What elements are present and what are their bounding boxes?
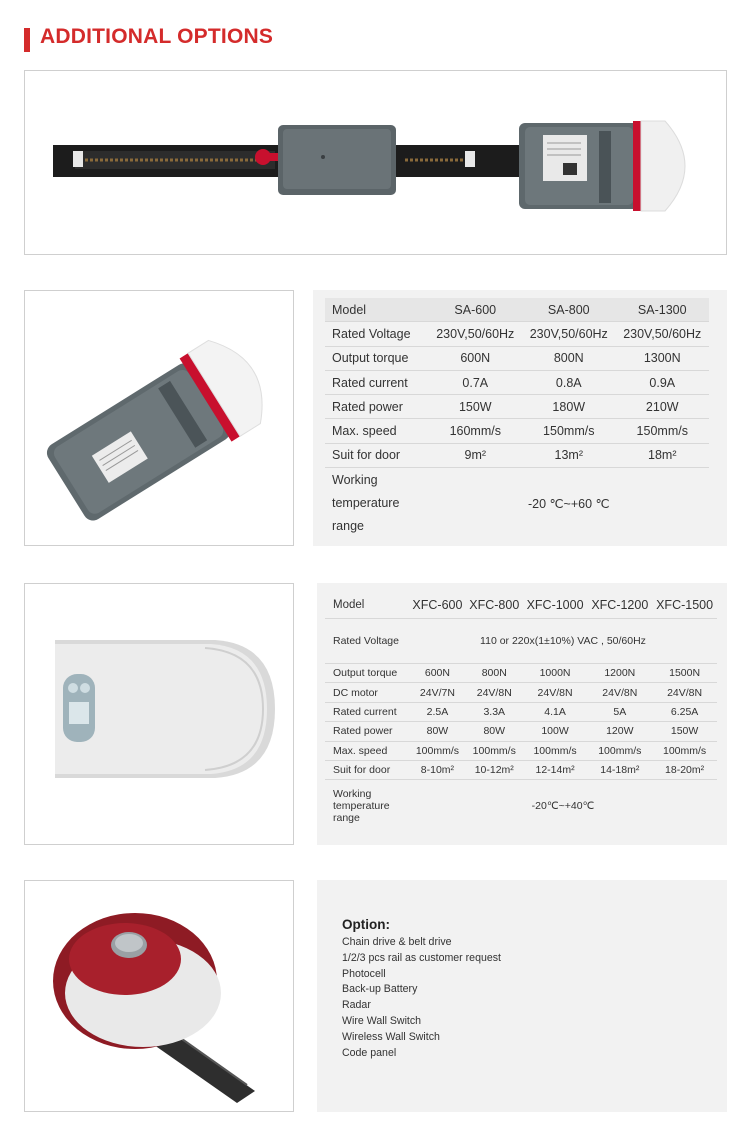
table-cell: 18m² [616,443,710,467]
row-label: Max. speed [325,741,409,760]
table-row [325,419,709,443]
table-cell: 12-14m² [523,760,588,779]
sa-opener-image [25,291,293,545]
row-label [325,468,429,539]
xfc-spec-table [325,592,717,832]
header-cell: SA-1300 [616,298,710,322]
xfc-opener-image-frame [24,583,294,845]
table-cell: 120W [587,722,652,741]
table-row [325,760,717,779]
table-cell: 150mm/s [522,419,615,443]
working-label-line: temperature [333,800,390,813]
row-label: Rated power [325,395,429,419]
row-label: Rated current [325,370,429,394]
table-cell: 230V,50/60Hz [429,322,522,346]
rated-voltage-value: 110 or 220x(1±10%) VAC , 50/60Hz [409,619,717,664]
xfc-opener-image [25,584,293,844]
working-label-line: Working [333,788,372,801]
header-cell: SA-600 [429,298,522,322]
table-cell: 0.8A [522,370,615,394]
page-title: ADDITIONAL OPTIONS [40,25,274,48]
table-row [325,468,709,539]
table-cell: 4.1A [523,702,588,721]
header-cell: XFC-1000 [523,592,588,619]
header-cell: Model [325,592,409,619]
header-cell: XFC-600 [409,592,466,619]
options-title: Option: [342,917,390,932]
table-cell: 24V/8N [587,683,652,702]
table-cell: 2.5A [409,702,466,721]
working-temperature-value: -20℃~+40℃ [531,800,595,813]
table-cell: 13m² [522,443,615,467]
list-item: Wireless Wall Switch [342,1030,440,1043]
working-label-line: Working [332,472,378,487]
table-cell: 600N [409,664,466,683]
row-label: Suit for door [325,760,409,779]
options-list [342,935,501,1061]
table-cell: 800N [522,346,615,370]
table-cell: 150mm/s [616,419,710,443]
list-item: Back-up Battery [342,983,418,996]
working-label-line: range [333,812,360,825]
table-cell: 1200N [587,664,652,683]
table-cell: 10-12m² [466,760,523,779]
table-cell: 210W [616,395,710,419]
table-row [325,741,717,760]
table-row [325,619,717,664]
sa-opener-image-frame [24,290,294,546]
table-cell: 24V/7N [409,683,466,702]
working-temperature-value: -20 ℃~+60 ℃ [527,496,610,511]
table-cell: 160mm/s [429,419,522,443]
table-row [325,346,709,370]
table-cell: 0.9A [616,370,710,394]
header-cell: XFC-1200 [587,592,652,619]
table-cell: 100mm/s [652,741,717,760]
table-header-row [325,298,709,322]
table-cell: 150W [429,395,522,419]
table-cell: 230V,50/60Hz [522,322,615,346]
row-label: Output torque [325,346,429,370]
header-cell: SA-800 [522,298,615,322]
working-label-line: temperature [332,495,400,510]
row-label [325,780,409,833]
header-cell: XFC-1500 [652,592,717,619]
row-label: Suit for door [325,443,429,467]
table-cell: 800N [466,664,523,683]
table-cell: 80W [409,722,466,741]
table-cell: 180W [522,395,615,419]
table-cell: 100mm/s [587,741,652,760]
table-row [325,395,709,419]
table-row [325,780,717,833]
row-label: Rated power [325,722,409,741]
table-cell: 24V/8N [466,683,523,702]
working-label-line: range [332,518,364,533]
row-label: Rated Voltage [325,322,429,346]
table-cell: 100mm/s [466,741,523,760]
table-cell: 80W [466,722,523,741]
option-opener-image [25,881,293,1111]
row-label: Output torque [325,664,409,683]
sa-spec-table [325,298,709,538]
table-cell: 1500N [652,664,717,683]
table-row [325,443,709,467]
list-item: Wire Wall Switch [342,1014,422,1027]
list-item: Photocell [342,967,386,980]
title-accent-bar [24,28,30,52]
header-cell: Model [325,298,429,322]
table-cell: 230V,50/60Hz [616,322,710,346]
table-cell: 100mm/s [523,741,588,760]
rail-opener-image [25,71,726,254]
table-cell: 3.3A [466,702,523,721]
table-cell: 24V/8N [523,683,588,702]
table-cell: 0.7A [429,370,522,394]
row-label: Rated current [325,702,409,721]
rail-opener-image-frame [24,70,727,255]
table-cell: 600N [429,346,522,370]
list-item: 1/2/3 pcs rail as customer request [342,951,501,964]
table-row [325,322,709,346]
table-cell: 6.25A [652,702,717,721]
table-cell: 1000N [523,664,588,683]
row-label: Max. speed [325,419,429,443]
table-header-row [325,592,717,619]
list-item: Code panel [342,1046,397,1059]
row-label: Rated Voltage [325,619,409,664]
table-cell: 9m² [429,443,522,467]
table-cell: 18-20m² [652,760,717,779]
table-cell: 24V/8N [652,683,717,702]
table-cell: 100mm/s [409,741,466,760]
option-opener-image-frame [24,880,294,1112]
header-cell: XFC-800 [466,592,523,619]
row-label: DC motor [325,683,409,702]
table-cell: 8-10m² [409,760,466,779]
table-row [325,722,717,741]
list-item: Radar [342,999,371,1012]
table-row [325,370,709,394]
table-row [325,683,717,702]
table-cell: 150W [652,722,717,741]
table-row [325,664,717,683]
table-cell: 5A [587,702,652,721]
list-item: Chain drive & belt drive [342,936,452,948]
table-cell: 14-18m² [587,760,652,779]
table-cell: 1300N [616,346,710,370]
table-cell: 100W [523,722,588,741]
table-row [325,702,717,721]
